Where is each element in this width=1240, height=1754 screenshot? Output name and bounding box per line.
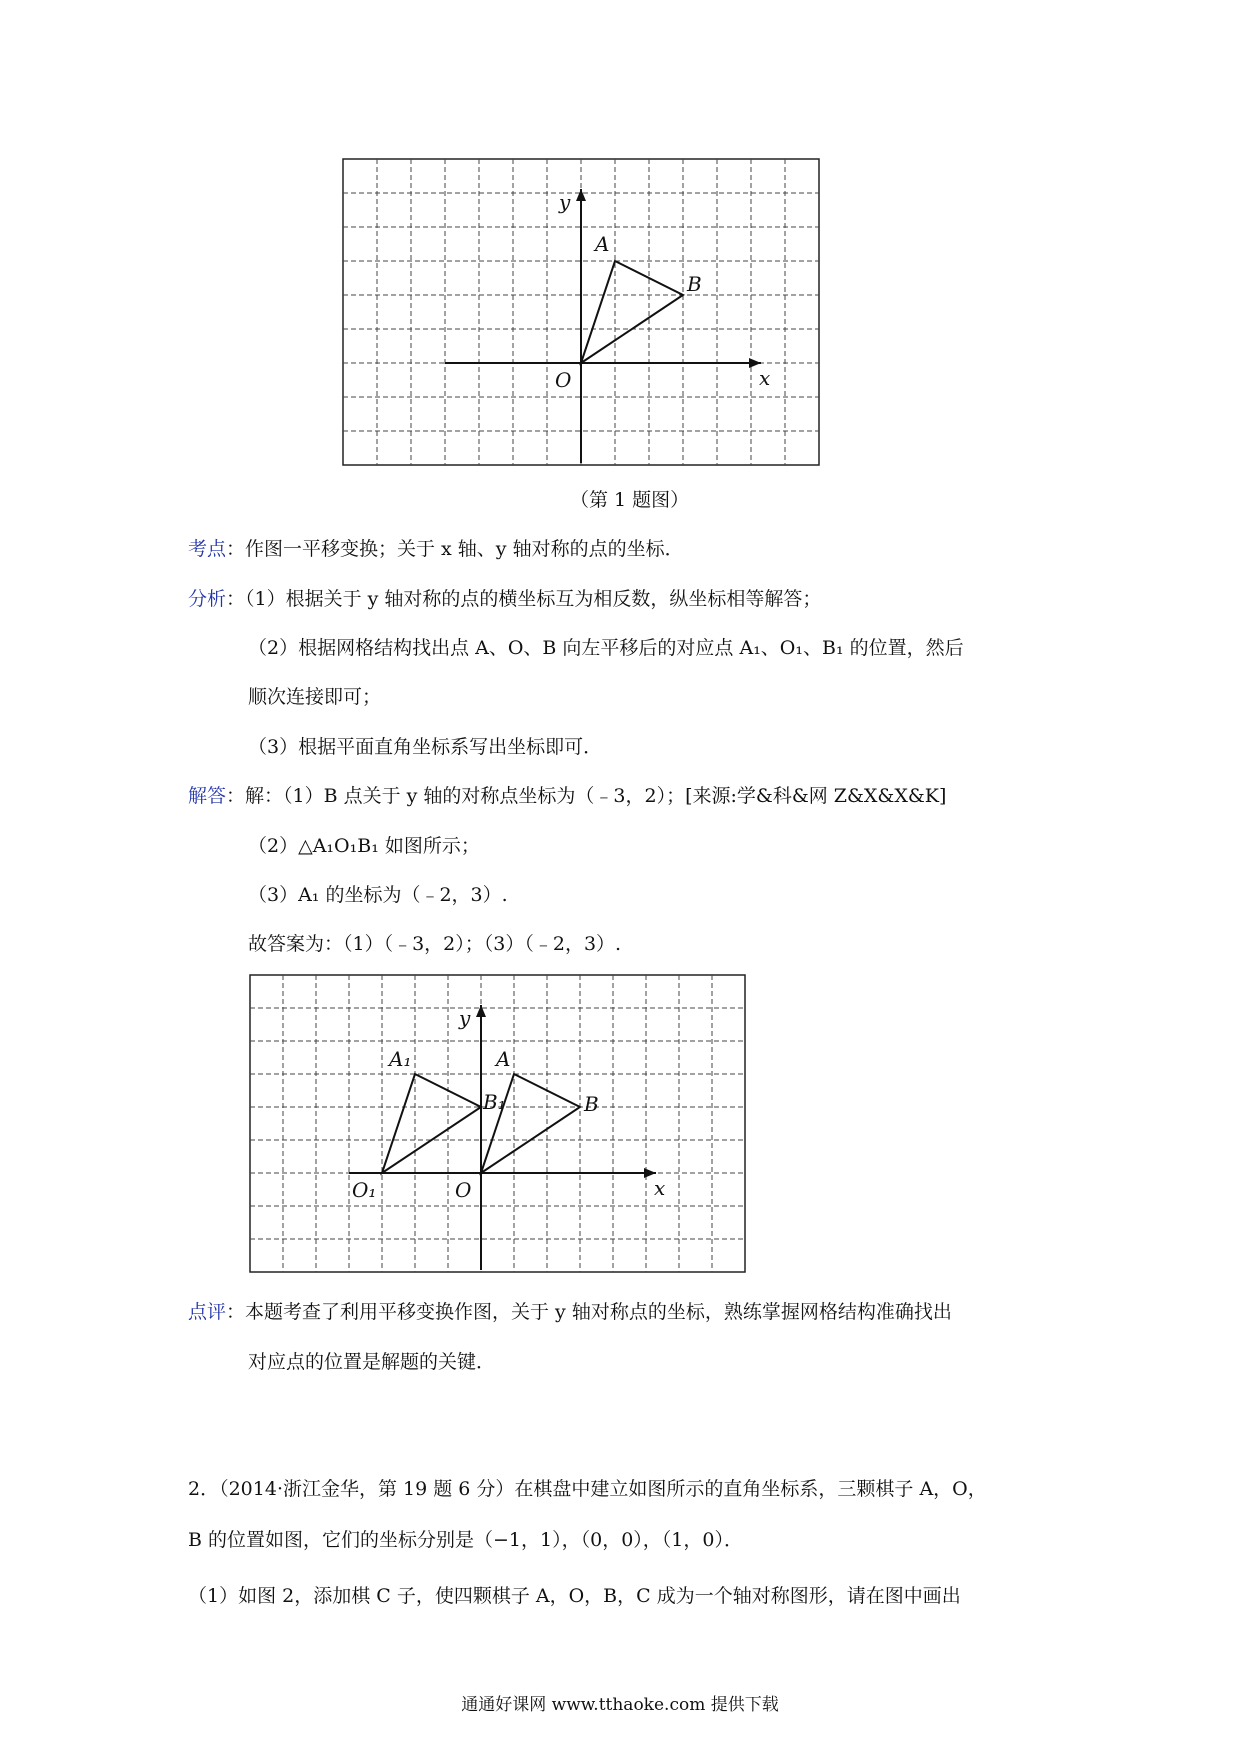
kaodian-line: [188, 535, 684, 563]
jieda-line-3: （3）A₁ 的坐标为（﹣2，3）.: [248, 884, 508, 906]
figure-1-y-label: y: [559, 190, 571, 214]
fenxi-line-3: 顺次连接即可；: [248, 686, 382, 708]
triangle-AOB: [481, 1074, 580, 1173]
fenxi-line-2: （2）根据网格结构找出点 A、O、B 向左平移后的对应点 A₁、O₁、B₁ 的位置，然后: [248, 637, 964, 659]
question-2-line-3: （1）如图 2，添加棋 C 子，使四颗棋子 A，O，B，C 成为一个轴对称图形，请在图中画出: [188, 1585, 961, 1607]
triangle-A1O1B1: [382, 1074, 481, 1173]
jieda-line-4: 故答案为：（1）（﹣3，2）；（3）（﹣2，3）.: [248, 933, 622, 955]
figure-2-y-label: y: [459, 1006, 471, 1030]
question-2-line-1: 2．（2014·浙江金华，第 19 题 6 分）在棋盘中建立如图所示的直角坐标系，三颗棋子 A，O，: [188, 1478, 987, 1500]
fenxi-line-4: （3）根据平面直角坐标系写出坐标即可．: [248, 736, 603, 758]
jieda-line-2: （2）△A₁O₁B₁ 如图所示；: [248, 835, 480, 857]
fenxi-line-1: [188, 585, 821, 613]
question-2-line-2: B 的位置如图，它们的坐标分别是（−1，1），（0，0），（1，0）．: [188, 1529, 743, 1551]
jieda-line-1: [188, 782, 946, 810]
page-footer: 通通好课网 www.tthaoke.com 提供下载: [461, 1695, 779, 1715]
figure-2-point-B-label: B: [584, 1092, 599, 1116]
figure-2-point-O-label: O: [455, 1178, 472, 1202]
figure-2-point-O1-label: O₁: [352, 1178, 377, 1202]
dianping-label: 点评: [188, 1301, 227, 1323]
figure-2-point-B1-label: B₁: [483, 1090, 506, 1114]
figure-2-point-A1-label: A₁: [389, 1047, 412, 1071]
kaodian-text: ：作图一平移变换；关于 x 轴、y 轴对称的点的坐标．: [226, 538, 684, 560]
fenxi-label: 分析: [188, 588, 227, 610]
figure-1-x-label: x: [759, 366, 771, 390]
jieda-text-1: ：解：（1）B 点关于 y 轴的对称点坐标为（﹣3，2）；[来源:学&科&网 Z&X&X&K]: [226, 785, 947, 807]
kaodian-label: 考点: [188, 538, 227, 560]
figure-1-y-arrow: [576, 189, 586, 201]
figure-1-point-A-label: A: [595, 232, 610, 256]
figure-1-caption: （第 1 题图）: [570, 489, 690, 511]
triangle-AOB: [581, 261, 683, 363]
figure-2-y-arrow: [476, 1005, 486, 1017]
figure-1-point-O-label: O: [555, 368, 572, 392]
dianping-line-2: 对应点的位置是解题的关键．: [248, 1351, 496, 1373]
figure-2-x-label: x: [654, 1176, 666, 1200]
jieda-label: 解答: [188, 785, 227, 807]
dianping-line-1: [188, 1298, 952, 1326]
fenxi-text-1: ：（1）根据关于 y 轴对称的点的横坐标互为相反数，纵坐标相等解答；: [226, 588, 822, 610]
figure-2-point-A-label: A: [496, 1047, 511, 1071]
dianping-text-1: ：本题考查了利用平移变换作图，关于 y 轴对称点的坐标，熟练掌握网格结构准确找出: [226, 1301, 952, 1323]
figure-1-point-B-label: B: [687, 272, 702, 296]
